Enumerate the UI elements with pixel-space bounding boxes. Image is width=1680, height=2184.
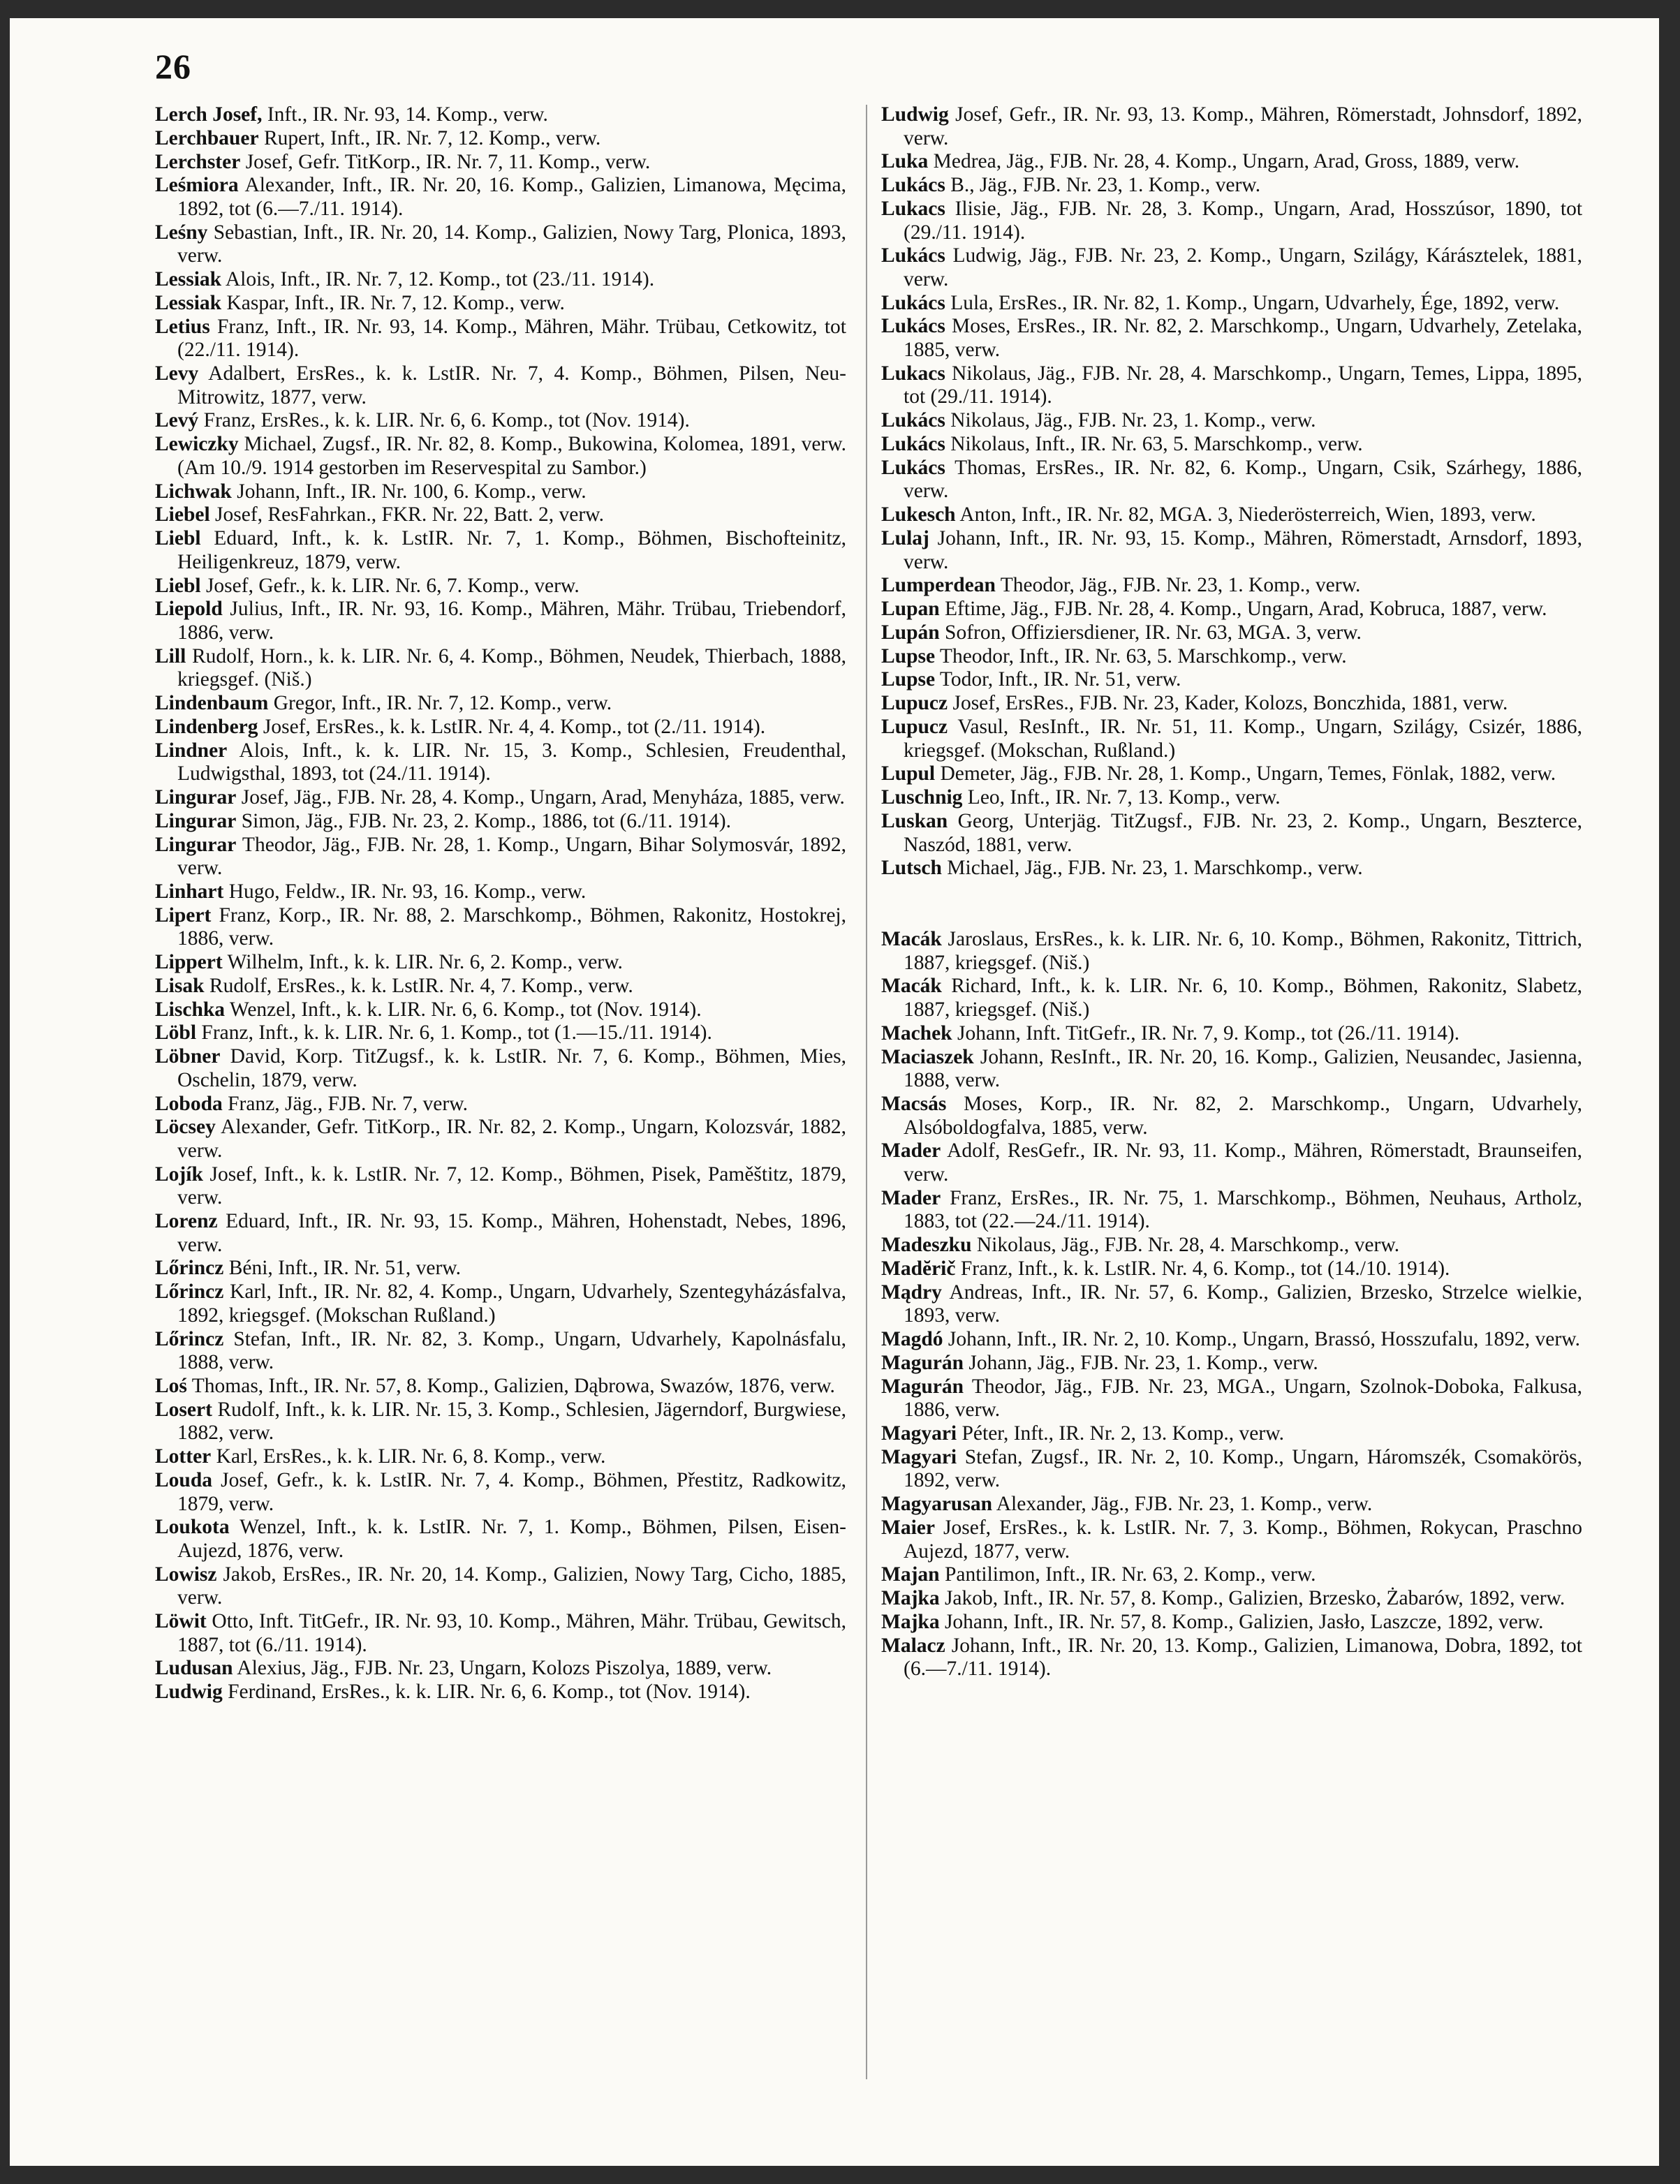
entry-surname: Letius xyxy=(155,315,210,338)
entry-surname: Lulaj xyxy=(881,526,929,549)
entry-surname: Maier xyxy=(881,1516,935,1539)
entry-surname: Lisak xyxy=(155,974,205,997)
entry-surname: Liebel xyxy=(155,503,210,526)
entry-surname: Macák xyxy=(881,928,942,951)
casualty-entry xyxy=(155,692,846,716)
casualty-entry xyxy=(881,1587,1582,1611)
entry-details: Stefan, Inft., IR. Nr. 82, 3. Komp., Ungarn, Udvarhely, Kapolnásfalu, 1888, verw. xyxy=(177,1327,847,1374)
entry-surname: Lowisz xyxy=(155,1563,217,1586)
casualty-entry xyxy=(155,575,846,598)
entry-details: Eftime, Jäg., FJB. Nr. 28, 4. Komp., Ungarn, Arad, Kobruca, 1887, verw. xyxy=(945,598,1547,621)
entry-surname: Majka xyxy=(881,1610,940,1633)
entry-details: Josef, ErsRes., k. k. LstIR. Nr. 4, 4. Komp., tot (2./11. 1914). xyxy=(263,715,766,738)
casualty-entry xyxy=(881,1234,1582,1257)
casualty-entry xyxy=(155,1281,846,1327)
entry-details: Georg, Unterjäg. TitZugsf., FJB. Nr. 23, 2. Komp., Ungarn, Beszterce, Naszód, 1881, verw. xyxy=(904,809,1582,856)
casualty-entry xyxy=(155,292,846,316)
casualty-entry xyxy=(155,221,846,268)
casualty-entry xyxy=(155,998,846,1022)
entry-surname: Loboda xyxy=(155,1092,223,1115)
entry-details: Simon, Jäg., FJB. Nr. 23, 2. Komp., 1886, tot (6./11. 1914). xyxy=(241,809,731,832)
casualty-entry xyxy=(155,951,846,975)
casualty-entry xyxy=(881,786,1582,810)
entry-details: B., Jäg., FJB. Nr. 23, 1. Komp., verw. xyxy=(950,174,1261,197)
casualty-entry xyxy=(155,1210,846,1257)
entry-surname: Liepold xyxy=(155,598,223,621)
entry-surname: Leśny xyxy=(155,221,208,244)
entry-details: Alexander, Inft., IR. Nr. 20, 16. Komp., Galizien, Limanowa, Męcima, 1892, tot (6.—7./11. 1914). xyxy=(177,174,847,220)
entry-surname: Lőrincz xyxy=(155,1327,224,1350)
casualty-entry xyxy=(881,645,1582,669)
entry-details: Nikolaus, Jäg., FJB. Nr. 28, 4. Marschkomp., Ungarn, Temes, Lippa, 1895, tot (29./11. 1914). xyxy=(904,362,1582,408)
casualty-entry xyxy=(155,127,846,151)
entry-details: Alois, Inft., k. k. LIR. Nr. 15, 3. Komp., Schlesien, Freudenthal, Ludwigsthal, 1893, tot (24./11. 1914). xyxy=(177,739,846,785)
casualty-entry xyxy=(155,174,846,221)
entry-surname: Lupse xyxy=(881,644,936,667)
entry-details: Johann, Inft., IR. Nr. 100, 6. Komp., verw. xyxy=(237,480,587,503)
entry-surname: Lupucz xyxy=(881,716,948,738)
entry-surname: Majan xyxy=(881,1563,940,1586)
entry-details: Andreas, Inft., IR. Nr. 57, 6. Komp., Galizien, Brzesko, Strzelce wielkie, 1893, verw. xyxy=(904,1281,1582,1327)
entry-surname: Lőrincz xyxy=(155,1281,224,1304)
casualty-entry xyxy=(155,904,846,951)
entry-details: Josef, Gefr. TitKorp., IR. Nr. 7, 11. Komp., verw. xyxy=(245,150,651,173)
entry-surname: Liebl xyxy=(155,527,201,550)
entry-surname: Lőrincz xyxy=(155,1257,224,1280)
casualty-entry xyxy=(881,762,1582,786)
casualty-entry xyxy=(155,834,846,880)
casualty-entry xyxy=(881,1422,1582,1446)
entry-surname: Lukács xyxy=(881,244,945,267)
casualty-entry xyxy=(155,1681,846,1704)
casualty-entry xyxy=(881,198,1582,244)
entry-details: Medrea, Jäg., FJB. Nr. 28, 4. Komp., Ungarn, Arad, Gross, 1889, verw. xyxy=(933,150,1520,173)
casualty-entry xyxy=(881,810,1582,857)
casualty-entry xyxy=(155,268,846,292)
entry-surname: Lukács xyxy=(881,291,945,314)
entry-surname: Lessiak xyxy=(155,291,222,314)
entry-surname: Lukacs xyxy=(881,197,945,220)
entry-surname: Lessiak xyxy=(155,268,222,291)
entry-surname: Machek xyxy=(881,1021,952,1045)
entry-details: Thomas, ErsRes., IR. Nr. 82, 6. Komp., Ungarn, Csik, Szárhegy, 1886, verw. xyxy=(904,456,1582,503)
casualty-entry xyxy=(155,786,846,810)
entry-surname: Losert xyxy=(155,1398,212,1421)
casualty-entry xyxy=(881,409,1582,433)
entry-details: Josef, Inft., k. k. LstIR. Nr. 7, 12. Komp., Böhmen, Pisek, Paměštitz, 1879, verw. xyxy=(177,1163,846,1209)
entry-surname: Lupan xyxy=(881,598,940,621)
entry-surname: Lerchbauer xyxy=(155,126,259,149)
casualty-entry xyxy=(881,1563,1582,1587)
casualty-entry xyxy=(155,316,846,362)
entry-surname: Maciaszek xyxy=(881,1045,974,1068)
entry-details: Wenzel, Inft., k. k. LIR. Nr. 6, 6. Komp., tot (Nov. 1914). xyxy=(229,998,702,1021)
entry-surname: Macák xyxy=(881,975,942,998)
casualty-entry xyxy=(155,1163,846,1210)
casualty-entry xyxy=(881,621,1582,645)
entry-details: Franz, Inft., IR. Nr. 93, 14. Komp., Mähren, Mähr. Trübau, Cetkowitz, tot (22./11. 1914). xyxy=(177,315,846,362)
entry-details: Richard, Inft., k. k. LIR. Nr. 6, 10. Komp., Böhmen, Rakonitz, Slabetz, 1887, kriegsgef. (Niš.) xyxy=(904,975,1583,1021)
casualty-entry xyxy=(155,527,846,574)
entry-surname: Lukács xyxy=(881,409,945,432)
casualty-entry xyxy=(155,1116,846,1163)
page-number: 26 xyxy=(155,47,191,86)
casualty-entry xyxy=(881,457,1582,503)
entry-details: Adolf, ResGefr., IR. Nr. 93, 11. Komp., Mähren, Römerstadt, Braunseifen, verw. xyxy=(904,1139,1582,1186)
casualty-entry xyxy=(155,151,846,175)
casualty-entry xyxy=(881,150,1582,174)
entry-details: Josef, Gefr., IR. Nr. 93, 13. Komp., Mähren, Römerstadt, Johnsdorf, 1892, verw. xyxy=(904,103,1582,149)
casualty-entry xyxy=(881,1093,1582,1139)
casualty-entry xyxy=(881,103,1582,150)
casualty-entry xyxy=(881,692,1582,716)
entry-details: Wilhelm, Inft., k. k. LIR. Nr. 6, 2. Komp., verw. xyxy=(227,951,623,974)
casualty-entry xyxy=(881,174,1582,198)
scan-border-top xyxy=(0,0,1680,18)
scan-border-left xyxy=(0,0,10,2184)
entry-surname: Mądry xyxy=(881,1281,942,1304)
casualty-entry xyxy=(155,645,846,692)
entry-details: Leo, Inft., IR. Nr. 7, 13. Komp., verw. xyxy=(967,786,1281,809)
casualty-entry xyxy=(881,716,1582,762)
casualty-entry xyxy=(881,928,1582,975)
entry-details: Jakob, ErsRes., IR. Nr. 20, 14. Komp., Galizien, Nowy Targ, Cicho, 1885, verw. xyxy=(177,1563,846,1609)
casualty-entry xyxy=(881,503,1582,527)
entry-details: Rudolf, Inft., k. k. LIR. Nr. 15, 3. Komp., Schlesien, Jägerndorf, Burgwiese, 1882, verw. xyxy=(177,1398,846,1445)
entry-surname: Lingurar xyxy=(155,833,237,856)
entry-details: Johann, Inft., IR. Nr. 2, 10. Komp., Ungarn, Brassó, Hosszufalu, 1892, verw. xyxy=(948,1328,1580,1351)
entry-details: Kaspar, Inft., IR. Nr. 7, 12. Komp., verw. xyxy=(226,291,565,314)
casualty-entry xyxy=(881,1635,1582,1681)
entry-surname: Lippert xyxy=(155,951,223,974)
casualty-entry xyxy=(881,574,1582,598)
casualty-entry xyxy=(881,1022,1582,1046)
entry-details: Moses, ErsRes., IR. Nr. 82, 2. Marschkomp., Ungarn, Udvarhely, Zetelaka, 1885, verw. xyxy=(904,315,1582,362)
casualty-entry xyxy=(881,668,1582,692)
casualty-entry xyxy=(881,1375,1582,1422)
entry-details: Theodor, Jäg., FJB. Nr. 23, MGA., Ungarn, Szolnok-Doboka, Falkusa, 1886, verw. xyxy=(904,1375,1583,1422)
casualty-entry xyxy=(155,739,846,786)
entry-surname: Luka xyxy=(881,150,929,173)
entry-details: Josef, Gefr., k. k. LIR. Nr. 6, 7. Komp., verw. xyxy=(205,574,580,597)
casualty-entry xyxy=(881,1328,1582,1352)
entry-details: Julius, Inft., IR. Nr. 93, 16. Komp., Mähren, Mähr. Trübau, Triebendorf, 1886, verw. xyxy=(177,598,846,644)
entry-details: Wenzel, Inft., k. k. LstIR. Nr. 7, 1. Komp., Böhmen, Pilsen, Eisen-Aujezd, 1876, verw. xyxy=(177,1516,847,1562)
entry-surname: Ludusan xyxy=(155,1657,233,1680)
entry-details: Ferdinand, ErsRes., k. k. LIR. Nr. 6, 6. Komp., tot (Nov. 1914). xyxy=(228,1681,751,1704)
entry-details: Franz, Korp., IR. Nr. 88, 2. Marschkomp., Böhmen, Rakonitz, Hostokrej, 1886, verw. xyxy=(177,903,847,950)
entry-details: Péter, Inft., IR. Nr. 2, 13. Komp., verw. xyxy=(961,1422,1284,1445)
entry-surname: Ludwig xyxy=(881,103,949,126)
entry-details: Theodor, Jäg., FJB. Nr. 23, 1. Komp., verw. xyxy=(1000,574,1361,597)
casualty-entry xyxy=(155,810,846,834)
entry-surname: Lotter xyxy=(155,1445,212,1468)
entry-details: Rudolf, ErsRes., k. k. LstIR. Nr. 4, 7. Komp., verw. xyxy=(209,974,633,997)
entry-surname: Leśmiora xyxy=(155,174,239,197)
entry-surname: Lutsch xyxy=(881,857,942,880)
entry-details: Johann, Inft., IR. Nr. 93, 15. Komp., Mähren, Römerstadt, Arnsdorf, 1893, verw. xyxy=(904,526,1582,573)
entry-surname: Lukács xyxy=(881,315,945,338)
entry-surname: Lukács xyxy=(881,433,945,455)
casualty-entry xyxy=(155,1563,846,1610)
casualty-entry xyxy=(881,1446,1582,1493)
entry-surname: Lukesch xyxy=(881,503,956,526)
entry-surname: Lupán xyxy=(881,621,940,644)
entry-details: Eduard, Inft., IR. Nr. 93, 15. Komp., Mähren, Hohenstadt, Nebes, 1896, verw. xyxy=(177,1210,847,1256)
entry-details: Gregor, Inft., IR. Nr. 7, 12. Komp., verw. xyxy=(273,692,612,715)
entry-surname: Lichwak xyxy=(155,480,232,503)
entry-surname: Louda xyxy=(155,1468,212,1491)
entry-surname: Magyari xyxy=(881,1445,957,1468)
entry-details: Todor, Inft., IR. Nr. 51, verw. xyxy=(939,668,1181,691)
entry-details: Josef, Jäg., FJB. Nr. 28, 4. Komp., Ungarn, Arad, Menyháza, 1885, verw. xyxy=(241,785,845,809)
entry-surname: Loukota xyxy=(155,1516,230,1539)
entry-details: Nikolaus, Inft., IR. Nr. 63, 5. Marschkomp., verw. xyxy=(950,433,1363,455)
entry-surname: Levý xyxy=(155,409,199,432)
entry-surname: Lukács xyxy=(881,174,945,197)
entry-surname: Luschnig xyxy=(881,786,963,809)
entry-details: Lula, ErsRes., IR. Nr. 82, 1. Komp., Ungarn, Udvarhely, Ége, 1892, verw. xyxy=(950,291,1560,314)
casualty-entry xyxy=(881,1257,1582,1281)
entry-details: Sebastian, Inft., IR. Nr. 20, 14. Komp., Galizien, Nowy Targ, Plonica, 1893, verw. xyxy=(177,221,847,267)
casualty-entry xyxy=(881,1139,1582,1186)
entry-details: Hugo, Feldw., IR. Nr. 93, 16. Komp., verw. xyxy=(228,880,587,903)
entry-surname: Lerchster xyxy=(155,150,241,173)
entry-surname: Löcsey xyxy=(155,1116,216,1139)
casualty-entry xyxy=(155,598,846,644)
entry-surname: Lindenbaum xyxy=(155,692,269,715)
casualty-entry xyxy=(155,716,846,739)
casualty-entry xyxy=(155,1516,846,1563)
casualty-entry xyxy=(155,1045,846,1092)
entry-surname: Löwit xyxy=(155,1610,207,1633)
entry-details: Ludwig, Jäg., FJB. Nr. 23, 2. Komp., Ungarn, Szilágy, Kárásztelek, 1881, verw. xyxy=(904,244,1582,290)
entry-details: Stefan, Zugsf., IR. Nr. 2, 10. Komp., Ungarn, Háromszék, Csomakörös, 1892, verw. xyxy=(904,1445,1583,1492)
entry-details: Alexius, Jäg., FJB. Nr. 23, Ungarn, Kolozs Piszolya, 1889, verw. xyxy=(237,1657,772,1680)
entry-surname: Lupucz xyxy=(881,692,948,715)
entry-surname: Magurán xyxy=(881,1375,964,1398)
entry-details: Vasul, ResInft., IR. Nr. 51, 11. Komp., Ungarn, Szilágy, Csizér, 1886, kriegsgef. (Mokschan, Rußland.) xyxy=(904,716,1583,762)
casualty-entry xyxy=(155,103,846,127)
entry-surname: Lupul xyxy=(881,762,936,785)
entry-surname: Lukács xyxy=(881,456,945,479)
entry-surname: Lill xyxy=(155,644,186,667)
right-column-m-section xyxy=(881,928,1582,1681)
entry-details: Pantilimon, Inft., IR. Nr. 63, 2. Komp., verw. xyxy=(944,1563,1316,1586)
entry-surname: Madĕrič xyxy=(881,1257,956,1280)
entry-details: Thomas, Inft., IR. Nr. 57, 8. Komp., Galizien, Dąbrowa, Swazów, 1876, verw. xyxy=(191,1375,835,1397)
entry-surname: Mader xyxy=(881,1186,941,1209)
casualty-entry xyxy=(155,480,846,504)
casualty-entry xyxy=(881,1611,1582,1635)
casualty-entry xyxy=(881,1493,1582,1517)
entry-details: Jaroslaus, ErsRes., k. k. LIR. Nr. 6, 10. Komp., Böhmen, Rakonitz, Tittrich, 1887, kriegsgef. (Niš.) xyxy=(904,928,1583,974)
entry-surname: Lindenberg xyxy=(155,715,258,738)
casualty-entry xyxy=(155,503,846,527)
entry-details: Franz, ErsRes., IR. Nr. 75, 1. Marschkomp., Böhmen, Neuhaus, Artholz, 1883, tot (22.—24./11. 1914). xyxy=(904,1186,1582,1233)
entry-details: Alexander, Gefr. TitKorp., IR. Nr. 82, 2. Komp., Ungarn, Kolozsvár, 1882, verw. xyxy=(177,1116,847,1162)
entry-details: David, Korp. TitZugsf., k. k. LstIR. Nr. 7, 6. Komp., Böhmen, Mies, Oschelin, 1879, verw. xyxy=(177,1045,846,1091)
right-column xyxy=(881,103,1582,1681)
entry-details: Adalbert, ErsRes., k. k. LstIR. Nr. 7, 4. Komp., Böhmen, Pilsen, Neu-Mitrowitz, 1877, verw. xyxy=(177,362,846,408)
entry-details: Ilisie, Jäg., FJB. Nr. 28, 3. Komp., Ungarn, Arad, Hosszúsor, 1890, tot (29./11. 1914). xyxy=(904,197,1583,244)
casualty-entry xyxy=(155,975,846,998)
entry-details: Rudolf, Horn., k. k. LIR. Nr. 6, 4. Komp., Böhmen, Neudek, Thierbach, 1888, kriegsgef. (Niš.) xyxy=(177,644,847,691)
entry-details: Anton, Inft., IR. Nr. 82, MGA. 3, Niederösterreich, Wien, 1893, verw. xyxy=(959,503,1536,526)
entry-surname: Lojík xyxy=(155,1163,203,1186)
casualty-entry xyxy=(155,1093,846,1116)
entry-details: Alexander, Jäg., FJB. Nr. 23, 1. Komp., verw. xyxy=(996,1493,1373,1516)
entry-details: Rupert, Inft., IR. Nr. 7, 12. Komp., verw. xyxy=(263,126,601,149)
casualty-entry xyxy=(881,857,1582,880)
entry-surname: Lischka xyxy=(155,998,226,1021)
entry-surname: Lindner xyxy=(155,739,228,762)
casualty-entry xyxy=(881,362,1582,409)
entry-details: Béni, Inft., IR. Nr. 51, verw. xyxy=(228,1257,462,1280)
entry-surname: Lewiczky xyxy=(155,433,239,456)
entry-details: Nikolaus, Jäg., FJB. Nr. 23, 1. Komp., verw. xyxy=(950,409,1316,432)
casualty-entry xyxy=(155,1021,846,1045)
entry-surname: Magdó xyxy=(881,1328,943,1351)
entry-details: Johann, Inft., IR. Nr. 57, 8. Komp., Galizien, Jasło, Laszcze, 1892, verw. xyxy=(944,1610,1544,1633)
casualty-entry xyxy=(155,362,846,409)
entry-details: Johann, Jäg., FJB. Nr. 23, 1. Komp., verw. xyxy=(968,1351,1318,1374)
entry-details: Michael, Zugsf., IR. Nr. 82, 8. Komp., Bukowina, Kolomea, 1891, verw. (Am 10./9. 1914 gestorben im Reservespital zu Sambor.) xyxy=(177,433,847,479)
casualty-entry xyxy=(881,1187,1582,1234)
entry-details: Karl, Inft., IR. Nr. 82, 4. Komp., Ungarn, Udvarhely, Szentegyházásfalva, 1892, kriegsgef. (Mokschan Rußland.) xyxy=(177,1281,846,1327)
entry-details: Demeter, Jäg., FJB. Nr. 28, 1. Komp., Ungarn, Temes, Fönlak, 1882, verw. xyxy=(940,762,1556,785)
entry-surname: Lingurar xyxy=(155,785,237,809)
entry-surname: Löbner xyxy=(155,1045,221,1068)
casualty-entry xyxy=(155,1469,846,1516)
section-gap xyxy=(881,880,1582,928)
entry-surname: Magyari xyxy=(881,1422,957,1445)
entry-surname: Magurán xyxy=(881,1351,964,1374)
entry-details: Johann, ResInft., IR. Nr. 20, 16. Komp., Galizien, Neusandec, Jasienna, 1888, verw. xyxy=(904,1045,1583,1092)
entry-details: Sofron, Offiziersdiener, IR. Nr. 63, MGA. 3, verw. xyxy=(945,621,1362,644)
entry-details: Franz, Jäg., FJB. Nr. 7, verw. xyxy=(228,1092,468,1115)
entry-details: Josef, ResFahrkan., FKR. Nr. 22, Batt. 2, verw. xyxy=(215,503,604,526)
entry-details: Franz, Inft., k. k. LstIR. Nr. 4, 6. Komp., tot (14./10. 1914). xyxy=(960,1257,1450,1280)
casualty-entry xyxy=(881,975,1582,1021)
entry-surname: Malacz xyxy=(881,1634,945,1657)
entry-details: Eduard, Inft., k. k. LstIR. Nr. 7, 1. Komp., Böhmen, Bischofteinitz, Heiligenkreuz, 1879, verw. xyxy=(177,527,847,573)
casualty-entry xyxy=(155,1610,846,1657)
casualty-entry xyxy=(155,880,846,904)
entry-details: Nikolaus, Jäg., FJB. Nr. 28, 4. Marschkomp., verw. xyxy=(976,1234,1400,1257)
entry-surname: Levy xyxy=(155,362,199,385)
entry-surname: Lipert xyxy=(155,903,212,927)
entry-details: Johann, Inft., IR. Nr. 20, 13. Komp., Galizien, Limanowa, Dobra, 1892, tot (6.—7./11. 1914). xyxy=(904,1634,1582,1681)
entry-details: Karl, ErsRes., k. k. LIR. Nr. 6, 8. Komp., verw. xyxy=(216,1445,606,1468)
entry-details: Josef, Gefr., k. k. LstIR. Nr. 7, 4. Komp., Böhmen, Přestitz, Radkowitz, 1879, verw. xyxy=(177,1468,846,1515)
entry-details: Josef, ErsRes., FJB. Nr. 23, Kader, Kolozs, Bonczhida, 1881, verw. xyxy=(952,692,1508,715)
casualty-entry xyxy=(155,433,846,480)
entry-details: Theodor, Jäg., FJB. Nr. 28, 1. Komp., Ungarn, Bihar Solymosvár, 1892, verw. xyxy=(177,833,847,880)
entry-surname: Magyarusan xyxy=(881,1493,992,1516)
casualty-entry xyxy=(881,244,1582,291)
casualty-entry xyxy=(155,409,846,433)
entry-surname: Liebl xyxy=(155,574,201,597)
casualty-entry xyxy=(155,1328,846,1375)
casualty-entry xyxy=(881,292,1582,316)
entry-surname: Lumperdean xyxy=(881,574,996,597)
casualty-entry xyxy=(155,1399,846,1445)
column-divider xyxy=(866,105,867,2079)
entry-surname: Majka xyxy=(881,1587,940,1610)
entry-surname: Lingurar xyxy=(155,809,237,832)
scan-border-right xyxy=(1659,0,1680,2184)
entry-surname: Loś xyxy=(155,1375,187,1397)
casualty-entry xyxy=(881,1352,1582,1375)
entry-surname: Ludwig xyxy=(155,1681,223,1704)
entry-surname: Lerch Josef, xyxy=(155,103,263,126)
entry-details: Otto, Inft. TitGefr., IR. Nr. 93, 10. Komp., Mähren, Mähr. Trübau, Gewitsch, 1887, tot (6./11. 1914). xyxy=(177,1610,847,1656)
entry-details: Franz, ErsRes., k. k. LIR. Nr. 6, 6. Komp., tot (Nov. 1914). xyxy=(203,409,690,432)
right-column-l-section xyxy=(881,103,1582,880)
entry-surname: Mader xyxy=(881,1139,941,1163)
entry-surname: Linhart xyxy=(155,880,224,903)
casualty-entry xyxy=(881,315,1582,362)
casualty-entry xyxy=(881,598,1582,621)
casualty-entry xyxy=(881,1281,1582,1328)
entry-details: Moses, Korp., IR. Nr. 82, 2. Marschkomp., Ungarn, Udvarhely, Alsóboldogfalva, 1885, verw. xyxy=(904,1093,1582,1139)
entry-surname: Macsás xyxy=(881,1093,947,1115)
entry-surname: Lupse xyxy=(881,668,936,691)
left-column xyxy=(155,103,846,1704)
entry-surname: Löbl xyxy=(155,1021,197,1045)
entry-details: Theodor, Inft., IR. Nr. 63, 5. Marschkomp., verw. xyxy=(939,644,1347,667)
entry-details: Jakob, Inft., IR. Nr. 57, 8. Komp., Galizien, Brzesko, Żabarów, 1892, verw. xyxy=(944,1587,1565,1610)
casualty-entry xyxy=(881,433,1582,457)
casualty-entry xyxy=(155,1657,846,1681)
casualty-entry xyxy=(881,1517,1582,1563)
entry-details: Alois, Inft., IR. Nr. 7, 12. Komp., tot (23./11. 1914). xyxy=(225,268,655,291)
entry-details: Michael, Jäg., FJB. Nr. 23, 1. Marschkomp., verw. xyxy=(947,857,1363,880)
entry-surname: Lorenz xyxy=(155,1210,218,1233)
entry-details: Josef, ErsRes., k. k. LstIR. Nr. 7, 3. Komp., Böhmen, Rokycan, Praschno Aujezd, 1877, verw. xyxy=(904,1516,1583,1563)
entry-details: Inft., IR. Nr. 93, 14. Komp., verw. xyxy=(267,103,548,126)
casualty-entry xyxy=(155,1445,846,1469)
casualty-entry xyxy=(881,527,1582,574)
casualty-entry xyxy=(155,1375,846,1399)
entry-surname: Luskan xyxy=(881,809,948,832)
entry-details: Franz, Inft., k. k. LIR. Nr. 6, 1. Komp., tot (1.—15./11. 1914). xyxy=(201,1021,712,1045)
casualty-entry xyxy=(881,1046,1582,1093)
entry-details: Johann, Inft. TitGefr., IR. Nr. 7, 9. Komp., tot (26./11. 1914). xyxy=(957,1021,1460,1045)
entry-surname: Madeszku xyxy=(881,1234,972,1257)
entry-surname: Lukacs xyxy=(881,362,945,385)
casualty-entry xyxy=(155,1257,846,1281)
scan-border-bottom xyxy=(0,2166,1680,2184)
